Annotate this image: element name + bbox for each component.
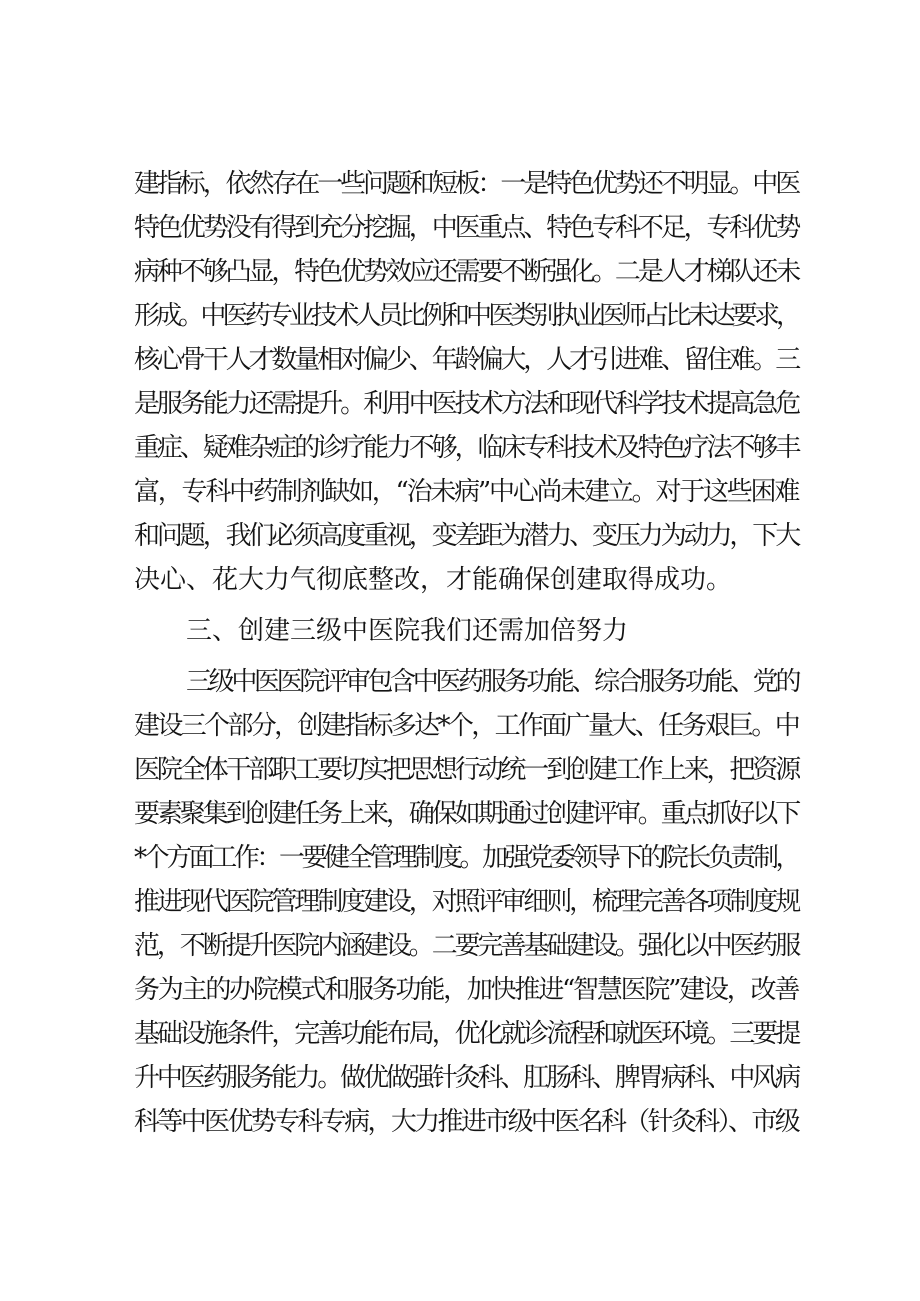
text-line: 和问题，我们必须高度重视，变差距为潜力、变压力为动力，下大 [134,521,798,551]
text-line: 形成。中医药专业技术人员比例和中医类别执业医师占比未达要求， [134,301,798,331]
text-line: 建设三个部分，创建指标多达*个，工作面广量大、任务艰巨。中 [134,711,798,741]
text-line: 三级中医医院评审包含中医药服务功能、综合服务功能、党的 [186,667,798,697]
text-line: 核心骨干人才数量相对偏少、年龄偏大，人才引进难、留住难。三 [134,345,798,375]
text-line: 务为主的办院模式和服务功能，加快推进“智慧医院”建设，改善 [134,975,798,1005]
text-line: 建指标，依然存在一些问题和短板：一是特色优势还不明显。中医 [134,169,798,199]
text-line: 医院全体干部职工要切实把思想行动统一到创建工作上来，把资源 [134,755,798,785]
text-line: 要素聚集到创建任务上来，确保如期通过创建评审。重点抓好以下 [134,799,798,829]
text-line: 决心、花大力气彻底整改，才能确保创建取得成功。 [134,565,733,595]
text-line: 升中医药服务能力。做优做强针灸科、肛肠科、脾胃病科、中风病 [134,1063,798,1093]
text-line: 科等中医优势专科专病，大力推进市级中医名科（针灸科）、市级 [134,1107,798,1137]
text-line: 病种不够凸显，特色优势效应还需要不断强化。二是人才梯队还未 [134,257,798,287]
text-line: 特色优势没有得到充分挖掘，中医重点、特色专科不足，专科优势 [134,213,798,243]
text-line: *个方面工作：一要健全管理制度。加强党委领导下的院长负责制， [134,843,798,873]
text-line: 是服务能力还需提升。利用中医技术方法和现代科学技术提高急危 [134,389,798,419]
text-line: 推进现代医院管理制度建设，对照评审细则，梳理完善各项制度规 [134,887,798,917]
text-line: 重症、疑难杂症的诊疗能力不够，临床专科技术及特色疗法不够丰 [134,433,798,463]
text-line: 基础设施条件，完善功能布局，优化就诊流程和就医环境。三要提 [134,1019,798,1049]
section-heading: 三、创建三级中医院我们还需加倍努力 [186,616,629,646]
text-line: 范，不断提升医院内涵建设。二要完善基础建设。强化以中医药服 [134,931,798,961]
text-line: 富，专科中药制剂缺如，“治未病”中心尚未建立。对于这些困难 [134,477,798,507]
